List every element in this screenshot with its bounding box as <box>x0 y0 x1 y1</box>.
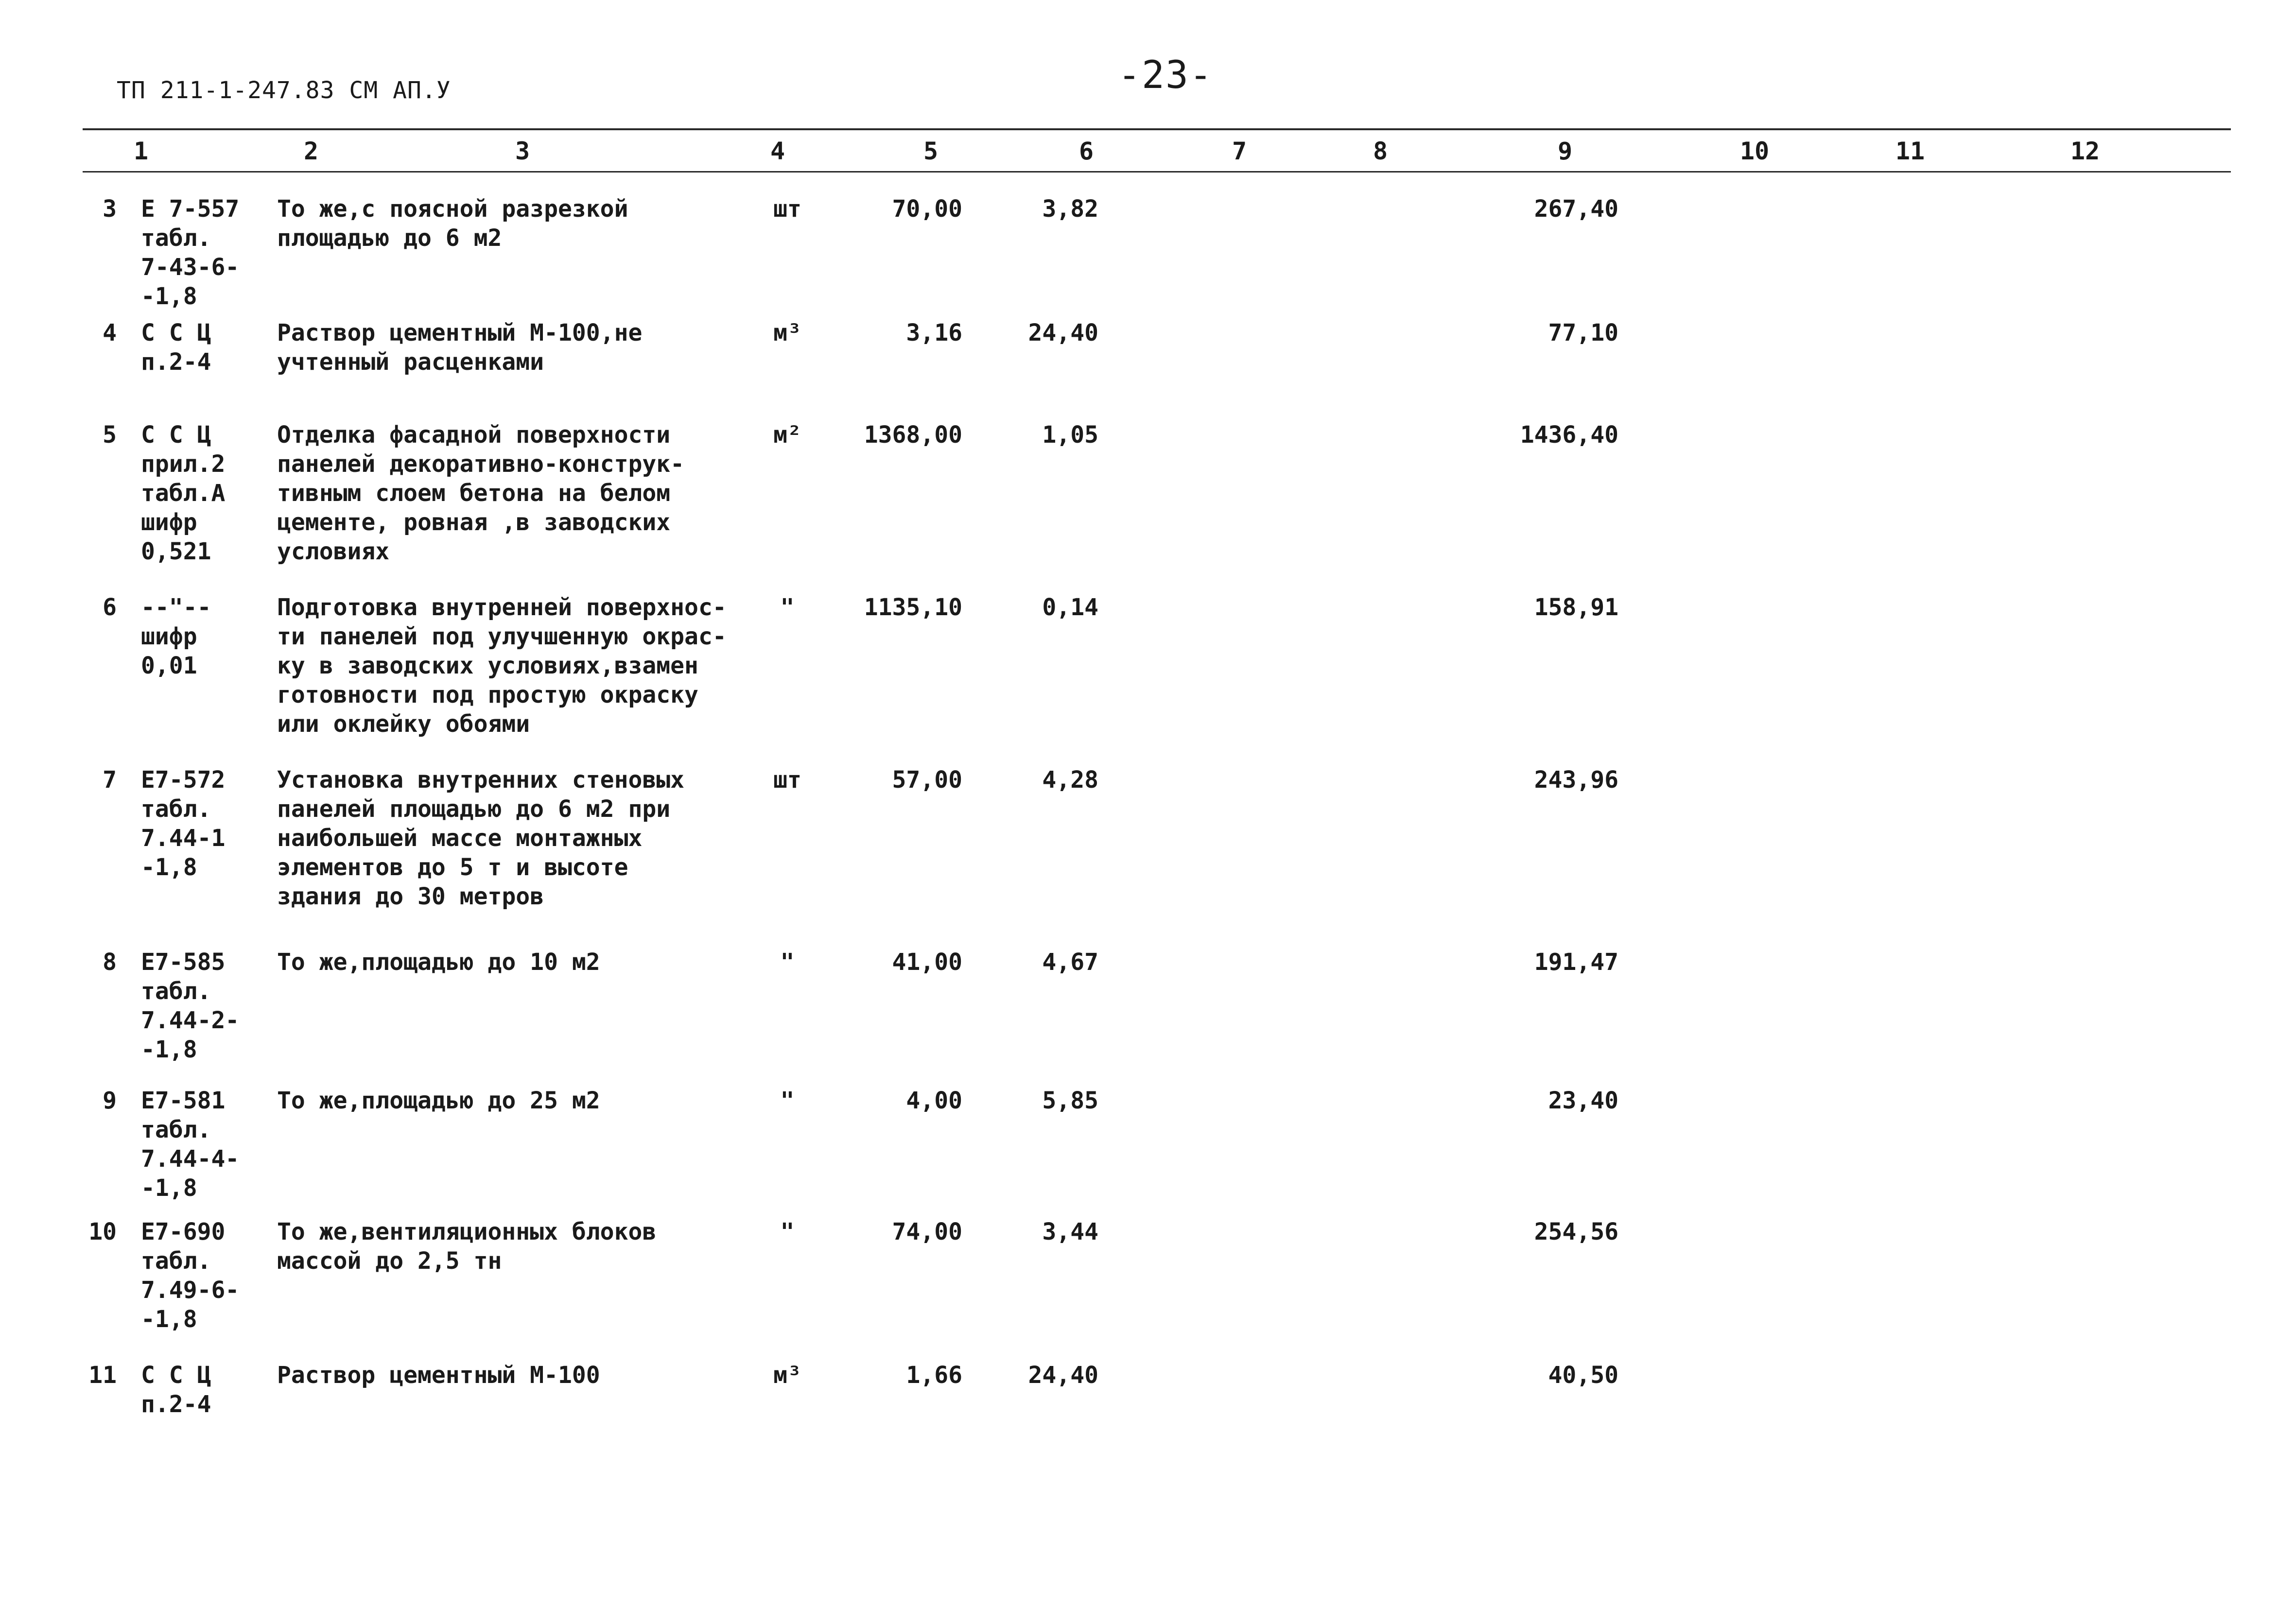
quantity-value: 57,00 <box>892 766 962 794</box>
total-cost-value: 77,10 <box>1548 319 1618 346</box>
rate-code-line: -1,8 <box>141 1175 197 1202</box>
work-description-line: наибольшей массе монтажных <box>277 825 643 852</box>
rate-code-line: 0,01 <box>141 652 197 679</box>
rate-code <box>141 1361 267 1419</box>
rate-code-line: --"-- <box>141 594 211 621</box>
rate-code-line: -1,8 <box>141 1036 197 1063</box>
work-description-line: учтенный расценками <box>277 348 544 376</box>
work-description-line: ти панелей под улучшенную окрас- <box>277 623 727 650</box>
total-cost-value: 191,47 <box>1534 949 1618 976</box>
rate-code-line: табл.А <box>141 480 226 507</box>
work-description-line: То же,с поясной разрезкой <box>277 195 628 223</box>
work-description <box>277 1086 753 1115</box>
work-description-line: Установка внутренних стеновых <box>277 766 685 794</box>
rate-code-line: 7.49-6- <box>141 1277 240 1304</box>
work-description-line: или оклейку обоями <box>277 710 530 738</box>
header-rule-top <box>83 128 2231 130</box>
rate-code-line: табл. <box>141 795 211 823</box>
rate-code-line: 0,521 <box>141 538 211 565</box>
row-number: 9 <box>103 1087 117 1114</box>
rate-code-line: п.2-4 <box>141 1391 211 1418</box>
rate-code-line: С С Ц <box>141 319 211 346</box>
rate-code-line: Е7-581 <box>141 1087 226 1114</box>
rate-code-line: п.2-4 <box>141 348 211 376</box>
document-code: ТП 211-1-247.83 СМ АП.У <box>117 77 451 104</box>
header-rule-bottom <box>83 171 2231 173</box>
rate-code <box>141 593 267 680</box>
unit-of-measure: " <box>780 594 795 621</box>
total-cost-value: 1436,40 <box>1520 421 1618 449</box>
unit-price-value: 1,05 <box>1042 421 1098 449</box>
unit-price-value: 24,40 <box>1028 319 1098 346</box>
total-cost-value: 40,50 <box>1548 1362 1618 1389</box>
work-description-line: цементе, ровная ,в заводских <box>277 509 671 536</box>
work-description-line: здания до 30 метров <box>277 883 544 910</box>
rate-code <box>141 318 267 377</box>
unit-price-value: 24,40 <box>1028 1362 1098 1389</box>
column-header-8: 8 <box>1373 137 1388 165</box>
unit-price-value: 5,85 <box>1042 1087 1098 1114</box>
rate-code-line: 7.44-1 <box>141 825 226 852</box>
quantity-value: 41,00 <box>892 949 962 976</box>
total-cost-value: 243,96 <box>1534 766 1618 794</box>
work-description <box>277 1361 753 1390</box>
rate-code <box>141 765 267 882</box>
work-description-line: тивным слоем бетона на белом <box>277 480 671 507</box>
rate-code-line: -1,8 <box>141 1306 197 1333</box>
rate-code <box>141 1086 267 1203</box>
work-description <box>277 765 753 911</box>
work-description-line: То же,вентиляционных блоков <box>277 1218 657 1245</box>
work-description <box>277 194 753 253</box>
column-header-1: 1 <box>133 137 149 165</box>
row-number: 11 <box>88 1362 117 1389</box>
unit-of-measure: м³ <box>773 319 801 346</box>
quantity-value: 4,00 <box>906 1087 962 1114</box>
work-description-line: панелей площадью до 6 м2 при <box>277 795 671 823</box>
rate-code-line: Е7-690 <box>141 1218 226 1245</box>
unit-price-value: 0,14 <box>1042 594 1098 621</box>
rate-code-line: Е7-572 <box>141 766 226 794</box>
rate-code <box>141 1217 267 1334</box>
row-number: 3 <box>103 195 117 223</box>
rate-code-line: 7.44-2- <box>141 1007 240 1034</box>
rate-code-line: Е7-585 <box>141 949 226 976</box>
unit-price-value: 4,67 <box>1042 949 1098 976</box>
rate-code-line: табл. <box>141 978 211 1005</box>
row-number: 6 <box>103 594 117 621</box>
column-header-5: 5 <box>923 137 939 165</box>
total-cost-value: 23,40 <box>1548 1087 1618 1114</box>
rate-code-line: -1,8 <box>141 283 197 310</box>
work-description-line: То же,площадью до 10 м2 <box>277 949 600 976</box>
row-number: 5 <box>103 421 117 449</box>
column-header-6: 6 <box>1078 137 1094 165</box>
quantity-value: 3,16 <box>906 319 962 346</box>
quantity-value: 70,00 <box>892 195 962 223</box>
unit-price-value: 3,82 <box>1042 195 1098 223</box>
quantity-value: 1,66 <box>906 1362 962 1389</box>
rate-code-line: С С Ц <box>141 421 211 449</box>
unit-of-measure: шт <box>773 766 801 794</box>
unit-of-measure: " <box>780 949 795 976</box>
rate-code <box>141 194 267 311</box>
column-header-9: 9 <box>1557 137 1573 165</box>
unit-price-value: 4,28 <box>1042 766 1098 794</box>
work-description-line: Раствор цементный М-100,не <box>277 319 643 346</box>
rate-code-line: шифр <box>141 623 197 650</box>
column-header-10: 10 <box>1739 137 1770 165</box>
rate-code-line: Е 7-557 <box>141 195 240 223</box>
rate-code-line: табл. <box>141 1247 211 1275</box>
unit-of-measure: шт <box>773 195 801 223</box>
unit-of-measure: м³ <box>773 1362 801 1389</box>
work-description-line: элементов до 5 т и высоте <box>277 854 628 881</box>
work-description-line: площадью до 6 м2 <box>277 225 502 252</box>
rate-code-line: табл. <box>141 1116 211 1143</box>
row-number: 8 <box>103 949 117 976</box>
work-description-line: готовности под простую окраску <box>277 681 698 708</box>
work-description-line: Отделка фасадной поверхности <box>277 421 671 449</box>
work-description-line: То же,площадью до 25 м2 <box>277 1087 600 1114</box>
rate-code-line: прил.2 <box>141 450 226 478</box>
rate-code-line: 7-43-6- <box>141 254 240 281</box>
unit-of-measure: " <box>780 1087 795 1114</box>
work-description-line: массой до 2,5 тн <box>277 1247 502 1275</box>
rate-code-line: 7.44-4- <box>141 1145 240 1173</box>
work-description-line: ку в заводских условиях,взамен <box>277 652 698 679</box>
rate-code <box>141 948 267 1064</box>
rate-code-line: -1,8 <box>141 854 197 881</box>
column-header-2: 2 <box>303 137 319 165</box>
rate-code-line: С С Ц <box>141 1362 211 1389</box>
work-description-line: Раствор цементный М-100 <box>277 1362 600 1389</box>
work-description-line: Подготовка внутренней поверхнос- <box>277 594 727 621</box>
row-number: 4 <box>103 319 117 346</box>
total-cost-value: 254,56 <box>1534 1218 1618 1245</box>
work-description <box>277 318 753 377</box>
work-description <box>277 420 753 566</box>
work-description-line: условиях <box>277 538 390 565</box>
row-number: 7 <box>103 766 117 794</box>
rate-code-line: табл. <box>141 225 211 252</box>
total-cost-value: 267,40 <box>1534 195 1618 223</box>
quantity-value: 1368,00 <box>864 421 962 449</box>
work-description-line: панелей декоративно-конструк- <box>277 450 685 478</box>
unit-of-measure: м² <box>773 421 801 449</box>
unit-of-measure: " <box>780 1218 795 1245</box>
rate-code <box>141 420 267 566</box>
unit-price-value: 3,44 <box>1042 1218 1098 1245</box>
quantity-value: 1135,10 <box>864 594 962 621</box>
row-number: 10 <box>88 1218 117 1245</box>
column-header-7: 7 <box>1232 137 1247 165</box>
column-header-11: 11 <box>1895 137 1925 165</box>
column-header-12: 12 <box>2070 137 2100 165</box>
page-number: -23- <box>1118 53 1213 97</box>
work-description <box>277 948 753 977</box>
quantity-value: 74,00 <box>892 1218 962 1245</box>
column-header-3: 3 <box>515 137 530 165</box>
column-header-4: 4 <box>770 137 785 165</box>
work-description <box>277 593 753 739</box>
work-description <box>277 1217 753 1276</box>
total-cost-value: 158,91 <box>1534 594 1618 621</box>
rate-code-line: шифр <box>141 509 197 536</box>
